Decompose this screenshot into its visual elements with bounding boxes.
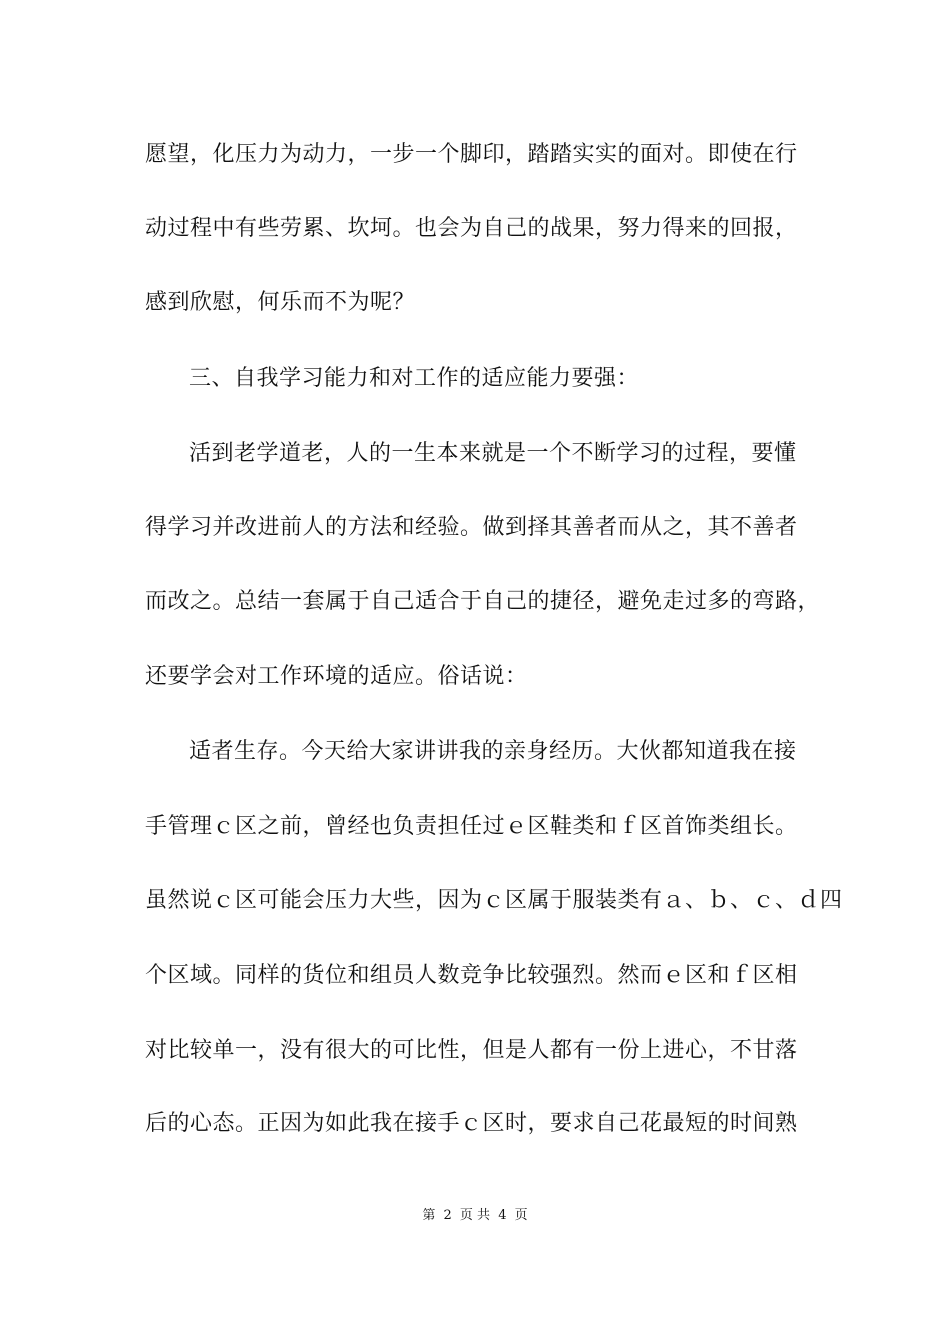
text-line-9: 适者生存。今天给大家讲讲我的亲身经历。大伙都知道我在接 (189, 739, 797, 764)
text-line-11: 虽然说ｃ区可能会压力大些，因为ｃ区属于服装类有ａ、ｂ、ｃ、ｄ四 (145, 888, 843, 913)
text-line-2: 动过程中有些劳累、坎坷。也会为自己的战果，努力得来的回报， (145, 216, 798, 241)
footer-middle: 页 共 (459, 1208, 491, 1223)
text-line-10: 手管理ｃ区之前，曾经也负责担任过ｅ区鞋类和ｆ区首饰类组长。 (145, 814, 798, 839)
text-line-1: 愿望，化压力为动力，一步一个脚印，踏踏实实的面对。即使在行 (145, 142, 798, 167)
footer-suffix: 页 (514, 1208, 528, 1223)
text-line-14: 后的心态。正因为如此我在接手ｃ区时，要求自己花最短的时间熟 (145, 1111, 798, 1136)
text-line-3: 感到欣慰，何乐而不为呢？ (145, 290, 416, 315)
text-line-5: 活到老学道老，人的一生本来就是一个不断学习的过程，要懂 (189, 441, 797, 466)
footer-total-pages: 4 (498, 1208, 507, 1223)
text-line-7: 而改之。总结一套属于自己适合于自己的捷径，避免走过多的弯路， (145, 589, 821, 614)
footer-page-number: 2 (443, 1208, 452, 1223)
text-line-8: 还要学会对工作环境的适应。俗话说： (145, 664, 528, 689)
text-line-12: 个区域。同样的货位和组员人数竞争比较强烈。然而ｅ区和ｆ区相 (145, 963, 798, 988)
text-line-13: 对比较单一，没有很大的可比性，但是人都有一份上进心，不甘落 (145, 1038, 798, 1063)
text-line-6: 得学习并改进前人的方法和经验。做到择其善者而从之，其不善者 (145, 515, 798, 540)
section-heading: 三、自我学习能力和对工作的适应能力要强： (189, 366, 640, 391)
page-footer (0, 1207, 950, 1225)
footer-prefix: 第 (422, 1208, 436, 1223)
